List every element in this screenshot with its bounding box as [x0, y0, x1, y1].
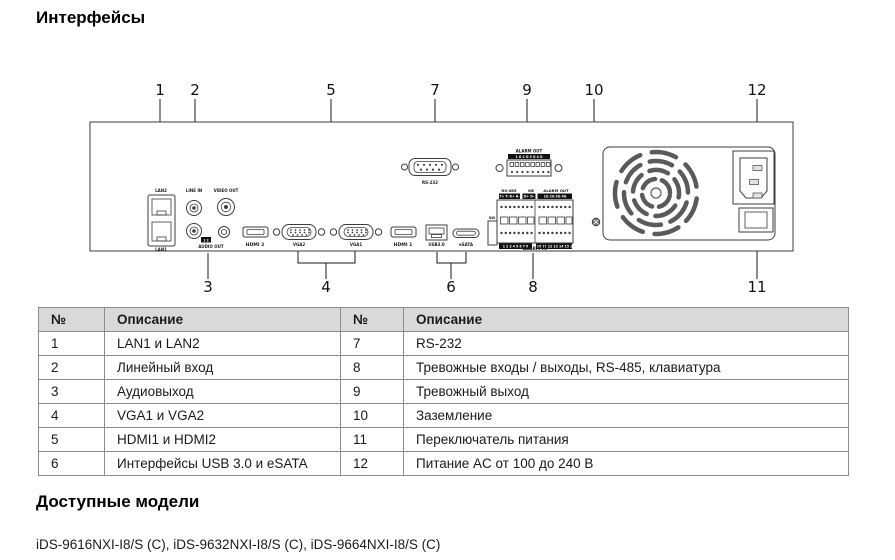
- table-row: [39, 380, 849, 404]
- video-out-label: VIDEO OUT: [213, 188, 239, 193]
- cell-num: 7: [341, 332, 404, 356]
- cell-desc: Тревожный выход: [404, 380, 849, 404]
- cell-num: 12: [341, 452, 404, 476]
- rs485-label: RS-485: [501, 188, 517, 193]
- cell-num: 2: [39, 356, 105, 380]
- cell-num: 4: [39, 404, 105, 428]
- cell-num: 6: [39, 452, 105, 476]
- interfaces-table: [38, 307, 849, 476]
- hdmi2-label: HDMI 2: [245, 243, 265, 248]
- col-header-num-right: №: [341, 308, 404, 332]
- power-switch-icon: [739, 208, 773, 232]
- table-row: [39, 428, 849, 452]
- lan2-label: LAN2: [155, 188, 167, 193]
- cell-desc: Переключатель питания: [404, 428, 849, 452]
- callout-5: 5: [326, 81, 336, 99]
- page-title: Интерфейсы: [36, 8, 146, 27]
- power-inlet-icon: [733, 151, 774, 204]
- svg-text:T+ T- R+ R-: T+ T- R+ R-: [499, 194, 520, 199]
- cell-num: 8: [341, 356, 404, 380]
- esata-label: eSATA: [459, 242, 473, 247]
- col-header-desc-left: Описание: [105, 308, 341, 332]
- svg-text:9 10 11 12 13 14 15 16: 9 10 11 12 13 14 15 16: [533, 244, 575, 249]
- callout-7: 7: [430, 81, 440, 99]
- models-section-title: Доступные модели: [36, 492, 200, 511]
- table-row: [39, 452, 849, 476]
- callout-2: 2: [190, 81, 200, 99]
- callout-numbers-top: [155, 81, 766, 99]
- cell-desc: VGA1 и VGA2: [105, 404, 341, 428]
- cell-desc: Заземление: [404, 404, 849, 428]
- callout-9: 9: [522, 81, 532, 99]
- rs232-label: RS-232: [422, 180, 438, 185]
- callout-4: 4: [321, 278, 331, 296]
- table-row: [39, 404, 849, 428]
- table-row: [39, 332, 849, 356]
- audio-channel-label: 1 2: [203, 238, 209, 243]
- svg-text:D+ D-: D+ D-: [523, 194, 535, 199]
- alarm-out9-label: ALARM OUT: [515, 148, 543, 154]
- audio-out-label: AUDIO OUT: [198, 244, 224, 249]
- ground-screw-icon: [592, 218, 600, 226]
- line-in-label: LINE IN: [185, 188, 203, 193]
- cell-desc: Аудиовыход: [105, 380, 341, 404]
- hdmi1-label: HDMI 1: [393, 243, 413, 248]
- usb-label: USB3.0: [428, 242, 445, 247]
- rs232-port-icon: [409, 159, 451, 176]
- vga1-label: VGA1: [349, 242, 363, 247]
- cell-desc: LAN1 и LAN2: [105, 332, 341, 356]
- cell-desc: RS-232: [404, 332, 849, 356]
- col-header-desc-right: Описание: [404, 308, 849, 332]
- cell-desc: Интерфейсы USB 3.0 и eSATA: [105, 452, 341, 476]
- alarm-in-label: ALARM IN: [522, 247, 548, 252]
- callout-3: 3: [203, 278, 213, 296]
- table-row: [39, 356, 849, 380]
- hdmi1-port: [391, 227, 416, 248]
- hdmi2-port: [243, 227, 268, 248]
- col-header-num-left: №: [39, 308, 105, 332]
- kb-label: KB: [528, 188, 534, 193]
- alarm-out-label: ALARM OUT: [543, 188, 569, 193]
- callout-11: 11: [747, 278, 767, 296]
- callout-10: 10: [584, 81, 604, 99]
- cell-desc: Питание AC от 100 до 240 В: [404, 452, 849, 476]
- cell-desc: Линейный вход: [105, 356, 341, 380]
- cell-num: 9: [341, 380, 404, 404]
- cell-num: 5: [39, 428, 105, 452]
- callout-6: 6: [446, 278, 456, 296]
- power-supply-unit: [599, 136, 775, 249]
- models-list: iDS-9616NXI-I8/S (C), iDS-9632NXI-I8/S (C), iDS-9664NXI-I8/S (C): [36, 537, 441, 552]
- cell-num: 3: [39, 380, 105, 404]
- callout-8: 8: [528, 278, 538, 296]
- callout-12: 12: [747, 81, 767, 99]
- svg-text:1 2 3 4 5 6 7 8: 1 2 3 4 5 6 7 8: [502, 244, 529, 249]
- cell-num: 1: [39, 332, 105, 356]
- callout-1: 1: [155, 81, 165, 99]
- terminal-block: [488, 188, 575, 252]
- sw-label: SW: [488, 216, 496, 220]
- cell-num: 10: [341, 404, 404, 428]
- svg-text:1 G 2 G 3 G 4 G: 1 G 2 G 3 G 4 G: [515, 155, 543, 159]
- svg-text:1G 2G 3G 4G: 1G 2G 3G 4G: [543, 194, 567, 199]
- cell-num: 11: [341, 428, 404, 452]
- vga2-label: VGA2: [292, 242, 306, 247]
- cell-desc: Тревожные входы / выходы, RS-485, клавиатура: [404, 356, 849, 380]
- sw-block-icon: [488, 221, 497, 245]
- callout-numbers-bottom: [203, 278, 766, 296]
- cell-desc: HDMI1 и HDMI2: [105, 428, 341, 452]
- lan1-label: LAN1: [155, 247, 167, 252]
- lan-ports: [148, 188, 175, 252]
- table-header-row: [39, 308, 849, 332]
